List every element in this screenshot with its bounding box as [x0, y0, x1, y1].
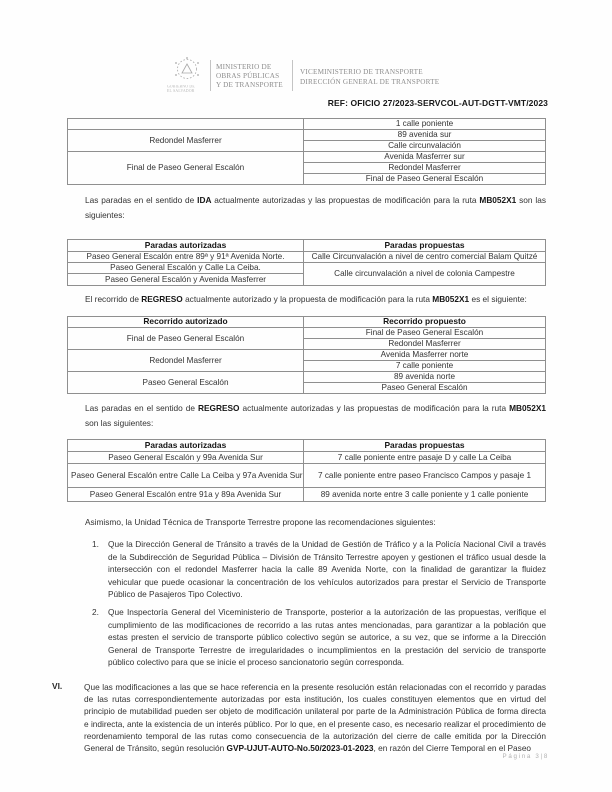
table-header-cell: Paradas propuestas	[304, 440, 546, 452]
table-cell: Paseo General Escalón entre 91a y 89a Avenida Sur	[68, 488, 304, 502]
table-header-cell: Paradas autorizadas	[68, 240, 304, 252]
table-cell: Final de Paseo General Escalón	[304, 328, 546, 339]
paragraph-text: Las paradas en el sentido de	[85, 195, 198, 205]
keyword-regreso: REGRESO	[198, 403, 240, 413]
table-cell: 89 avenida norte entre 3 calle poniente y 1 calle poniente	[304, 488, 546, 502]
table-cell: Paseo General Escalón y Avenida Masferrer	[68, 274, 304, 286]
table-header-cell: Recorrido propuesto	[304, 317, 546, 328]
paragraph-text: actualmente autorizado y la propuesta de modificación para la ruta	[182, 294, 433, 304]
paragraph-text: El recorrido de	[85, 294, 142, 304]
list-number: 2.	[92, 607, 99, 617]
ministry-line2: OBRAS PÚBLICAS	[216, 72, 280, 80]
ministry-line3: Y DE TRANSPORTE	[216, 81, 283, 89]
table-paradas-regreso	[67, 439, 546, 502]
route-code: MB052X1	[479, 195, 517, 205]
paragraph-text: son las siguientes:	[85, 195, 546, 220]
route-code: MB052X1	[432, 294, 470, 304]
table-paradas-ida	[67, 239, 546, 286]
table-cell: Final de Paseo General Escalón	[68, 152, 304, 185]
table-recorrido-regreso	[67, 316, 546, 394]
table-cell: Final de Paseo General Escalón	[304, 174, 546, 185]
paragraph-text: son las siguientes:	[85, 418, 154, 428]
ministry-name	[216, 63, 283, 90]
table-header-cell: Paradas autorizadas	[68, 440, 304, 452]
paragraph-text: actualmente autorizadas y las propuestas de modificación para la ruta	[211, 195, 480, 205]
recommendation-item-1	[92, 538, 546, 601]
paragraph-text: Que las modificaciones a las que se hace referencia en la presente resolución están relacionadas con el recorrido y paradas de las rutas correspondientemente autorizadas por esta institución, los cuales constituyen elementos que en virtud del principio de mutabilidad pueden ser objeto de modificación unilateral por parte de la Administración Pública de forma directa e indirecta, ante la existencia de un interés público. Por lo que, en el presente caso, es necesario realizar el procedimiento de reordenamiento temporal de las rutas como consecuencia de la autorización del cierre de calle emitida por la Dirección General de Tránsito, según resolución	[84, 682, 546, 754]
table-cell: Paseo General Escalón entre Calle La Ceiba y 97a Avenida Sur	[68, 464, 304, 488]
section-vi-label: VI.	[52, 681, 63, 691]
table-cell: 7 calle poniente entre paseo Francisco Campos y pasaje 1	[304, 464, 546, 488]
paragraph-text: actualmente autorizadas y las propuestas de modificación para la ruta	[239, 403, 510, 413]
logo-caption	[167, 85, 212, 98]
paragraph-text: , en razón del Cierre Temporal en el Paseo	[373, 743, 532, 754]
table-cell: 7 calle poniente entre pasaje D y calle La Ceiba	[304, 452, 546, 464]
header-divider-1	[210, 60, 211, 91]
table-cell: Redondel Masferrer	[304, 163, 546, 174]
paragraph-recorrido-regreso	[85, 292, 546, 307]
table-cell: 7 calle poniente	[304, 361, 546, 372]
table-cell: 89 avenida sur	[304, 130, 546, 141]
table-cell: Paseo General Escalón	[304, 383, 546, 394]
table-cell: Avenida Masferrer sur	[304, 152, 546, 163]
route-code: MB052X1	[509, 403, 546, 413]
department-line1: VICEMINISTERIO DE TRANSPORTE	[300, 68, 423, 76]
table-cell: Calle Circunvalación a nivel de centro comercial Balam Quitzé	[304, 252, 546, 263]
table-cell: Paseo General Escalón y 99a Avenida Sur	[68, 452, 304, 464]
table-cell: Redondel Masferrer	[304, 339, 546, 350]
department-line2: DIRECCIÓN GENERAL DE TRANSPORTE	[300, 77, 440, 86]
keyword-ida: IDA	[197, 195, 212, 205]
logo-caption-line2: EL SALVADOR	[167, 89, 195, 93]
table-recorrido-ida-continuation	[67, 118, 546, 185]
paragraph-text: es el siguiente:	[469, 294, 527, 304]
table-cell	[68, 119, 304, 130]
table-cell: 1 calle poniente	[304, 119, 546, 130]
table-cell: Calle circunvalación	[304, 141, 546, 152]
ministry-line1: MINISTERIO DE	[216, 63, 272, 71]
keyword-regreso: REGRESO	[141, 294, 183, 304]
list-item-text: Que Inspectoría General del Viceministerio de Transporte, posterior a la autorización de las propuestas, verifique el cumplimiento de las modificaciones de recorrido a las rutas antes mencionadas, para garantizar a la población que estas presten el servicio de transporte público colectivo según se autorice, a su vez, que se informe a la Dirección General de Transporte Terrestre de irregularidades o incumplimientos en la prestación del servicio de transporte público colectivo para que se inicie el proceso sancionatorio según corresponda.	[108, 607, 546, 668]
table-cell: Final de Paseo General Escalón	[68, 328, 304, 350]
table-cell: 89 avenida norte	[304, 372, 546, 383]
resolution-code: GVP-UJUT-AUTO-No.50/2023-01-2023	[226, 743, 374, 754]
header-divider-2	[292, 60, 293, 91]
table-cell: Redondel Masferrer	[68, 350, 304, 372]
table-cell: Calle circunvalación a nivel de colonia Campestre	[304, 263, 546, 286]
paragraph-recomendaciones-intro: Asimismo, la Unidad Técnica de Transporte Terrestre propone las recomendaciones siguientes:	[85, 517, 436, 527]
recommendation-item-2	[92, 606, 546, 669]
paragraph-paradas-regreso	[85, 401, 546, 431]
ref-line: REF: OFICIO 27/2023-SERVCOL-AUT-DGTT-VMT/2023	[327, 98, 548, 108]
table-cell: Paseo General Escalón	[68, 372, 304, 394]
section-vi-text	[84, 681, 546, 754]
table-cell: Paseo General Escalón entre 89ª y 91ª Avenida Norte.	[68, 252, 304, 263]
page-number: Página 3|8	[502, 753, 549, 760]
list-number: 1.	[92, 539, 99, 549]
paragraph-text: Las paradas en el sentido de	[85, 403, 199, 413]
list-item-text: Que la Dirección General de Tránsito a través de la Unidad de Gestión de Tráfico y a la Policía Nacional Civil a través de la Subdirección de Seguridad Pública – División de Tránsito Terrestre apoyen y gestionen el tráfico usual desde la intersección con el redondel Masferrer hacia la calle 89 Avenida Norte, con la finalidad de garantizar la fluidez vehicular que puede ocasionar la concentración de los vehículos autorizados para prestar el Servicio de Transporte Público de Pasajeros Tipo Colectivo.	[108, 539, 546, 600]
table-cell: Avenida Masferrer norte	[304, 350, 546, 361]
table-cell: Redondel Masferrer	[68, 130, 304, 152]
table-header-cell: Recorrido autorizado	[68, 317, 304, 328]
paragraph-paradas-ida	[85, 193, 546, 223]
department-name	[300, 68, 439, 87]
table-cell: Paseo General Escalón y Calle La Ceiba.	[68, 263, 304, 274]
table-header-cell: Paradas propuestas	[304, 240, 546, 252]
logo-caption-line1: GOBIERNO DE	[167, 85, 195, 89]
